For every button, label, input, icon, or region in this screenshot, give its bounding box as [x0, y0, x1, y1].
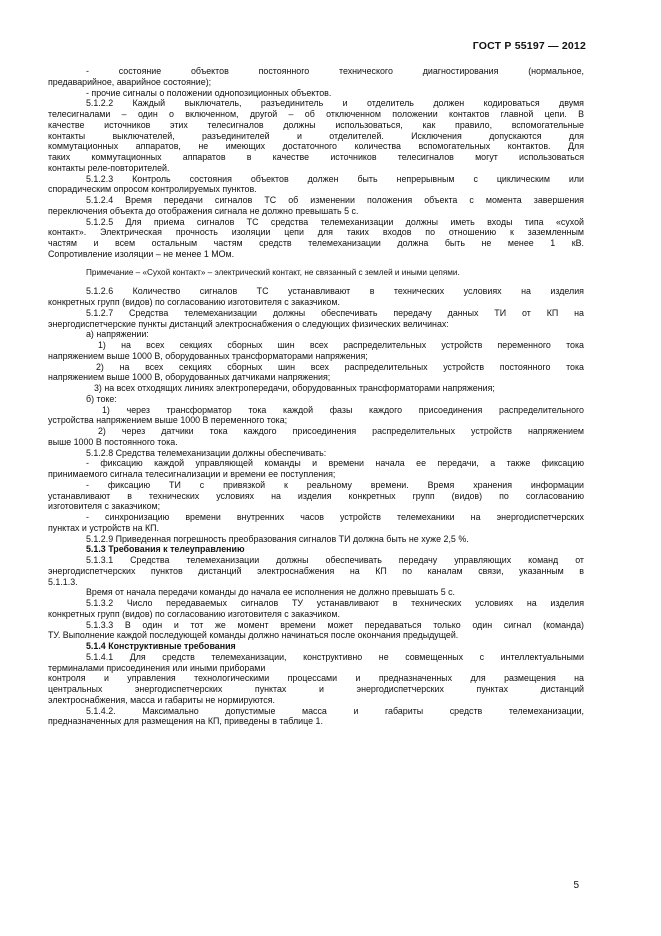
body-line: 5.1.2.9 Приведенная погрешность преобразования сигналов ТИ должна быть не хуже 2,5 %.: [86, 533, 469, 544]
body-line: центральных энергодиспетчерских пунктах и энергодиспетчерских пунктах дистанций: [48, 684, 584, 694]
body-line: переключения объекта до отображения сигнала не должно превышать 5 с.: [48, 205, 359, 216]
section-heading: 5.1.3 Требования к телеуправлению: [86, 544, 245, 555]
body-line: изготовителя с заказчиком;: [48, 501, 161, 512]
body-line: б) токе:: [86, 393, 117, 404]
body-line: контакты выключателей, разъединителей и отделителей. Исключения допускаются для: [48, 130, 584, 141]
body-line: 5.1.2.2 Каждый выключатель, разъединитель и отделитель должен кодироваться двумя: [86, 98, 584, 109]
body-line: частям и всем остальным частям средств телемеханизации должна быть не менее 1 кВ.: [48, 238, 584, 248]
body-line: устанавливают в технических условиях на изделия конкретных групп (видов) по согласованию: [48, 490, 584, 501]
body-line: 2) на всех секциях сборных шин всех распределительных устройств постоянного тока: [96, 361, 584, 372]
note-text: Примечание – «Сухой контакт» – электрический контакт, не связанный с землей и иными цепями.: [86, 267, 460, 277]
body-line: а) напряжении:: [86, 329, 149, 340]
body-line: конкретных групп (видов) по согласованию изготовителя с заказчиком.: [48, 608, 340, 619]
body-line: 5.1.2.7 Средства телемеханизации должны обеспечивать передачу данных ТИ от КП на: [86, 307, 584, 318]
body-line: 5.1.4.1 Для средств телемеханизации, конструктивно не совмещенных с интеллектуальными: [86, 651, 584, 662]
body-line: спорадическим опросом контролируемых пунктов.: [48, 184, 257, 195]
body-line: конкретных групп (видов) по согласованию изготовителя с заказчиком.: [48, 297, 340, 307]
body-line: 5.1.2.8 Средства телемеханизации должны обеспечивать:: [86, 447, 327, 458]
section-heading: 5.1.4 Конструктивные требования: [86, 641, 236, 651]
body-line: 5.1.3.1 Средства телемеханизации должны обеспечивать передачу управляющих команд от: [86, 555, 584, 565]
body-line: электроснабжения, масса и габариты не нормируются.: [48, 694, 275, 705]
body-line: телесигналами – один о включенном, другой – об отключенном положении контактов главной цепи. В: [48, 109, 584, 119]
body-line: контакт». Электрическая прочность изоляции цепи для таких входов по отношению к заземленным: [48, 227, 584, 238]
body-line: таких коммутационных аппаратов в качестве источников телесигналов могут использоваться: [48, 152, 584, 162]
body-line: выше 1000 В постоянного тока.: [48, 436, 178, 447]
body-line: - фиксацию каждой управляющей команды и времени начала ее передачи, а также фиксацию: [86, 458, 584, 469]
body-line: коммутационных аппаратов, не имеющих достаточного количества вспомогательных контактов. Для: [48, 141, 584, 152]
body-line: терминалами присоединения или иными приборами: [48, 662, 266, 673]
body-line: 5.1.2.3 Контроль состояния объектов должен быть непрерывным с циклическим или: [86, 173, 584, 184]
body-line: контроля и управления технологическими процессами и предназначенных для размещения на: [48, 673, 584, 684]
body-line: контакты реле-повторителей.: [48, 162, 170, 173]
document-code: ГОСТ Р 55197 — 2012: [472, 40, 586, 52]
body-line: напряжением выше 1000 В, оборудованных трансформаторами напряжения;: [48, 350, 368, 361]
body-line: 3) на всех отходящих линиях электропередачи, оборудованных трансформаторами напряжения;: [94, 383, 495, 393]
body-line: 5.1.2.4 Время передачи сигналов ТС об изменении положения объекта с момента завершения: [86, 195, 584, 205]
body-line: Время от начала передачи команды до начала ее исполнения не должно превышать 5 с.: [86, 587, 455, 598]
body-line: 5.1.3.3 В один и тот же момент времени может передаваться только один сигнал (команда): [86, 619, 584, 630]
body-line: 1) на всех секциях сборных шин всех распределительных устройств переменного тока: [98, 340, 584, 350]
document-body: [48, 66, 584, 727]
body-line: предаварийное, аварийное состояние);: [48, 76, 212, 87]
body-line: энергодиспетчерские пункты дистанций электроснабжения о следующих физических величинах:: [48, 318, 449, 329]
body-line: ТУ. Выполнение каждой последующей команды должно начинаться после окончания предыдущей.: [48, 630, 459, 641]
body-line: 5.1.1.3.: [48, 576, 78, 587]
body-line: качестве источников этих телесигналов должны использоваться, как правило, вспомогательные: [48, 119, 584, 130]
body-line: 5.1.2.6 Количество сигналов ТС устанавливают в технических условиях на изделия: [86, 286, 584, 297]
body-line: напряжением выше 1000 В, оборудованных датчиками напряжения;: [48, 372, 331, 383]
body-line: пунктах и устройств на КП.: [48, 522, 160, 533]
body-line: устройства напряжением выше 1000 В переменного тока;: [48, 415, 288, 426]
body-line: 5.1.3.2 Число передаваемых сигналов ТУ устанавливают в технических условиях на изделия: [86, 598, 584, 608]
body-line: 1) через трансформатор тока каждой фазы каждого присоединения распределительного: [102, 404, 584, 415]
body-line: предназначенных для размещения на КП, приведены в таблице 1.: [48, 716, 323, 727]
body-line: - состояние объектов постоянного технического диагностирования (нормальное,: [86, 66, 584, 76]
body-line: - синхронизацию времени внутренних часов устройств телемеханики на энергодиспетчерских: [86, 512, 584, 522]
body-line: - прочие сигналы о положении однопозиционных объектов.: [86, 87, 332, 98]
body-line: 5.1.2.5 Для приема сигналов ТС средства телемеханизации должны иметь входы типа «сухой: [86, 216, 584, 227]
page-number: 5: [573, 880, 579, 891]
body-line: принимаемого сигнала телесигнализации и времени ее поступления;: [48, 469, 336, 479]
body-line: 5.1.4.2. Максимально допустимые масса и габариты средств телемеханизации,: [86, 705, 584, 716]
body-line: - фиксацию ТИ с привязкой к реальному времени. Время хранения информации: [86, 479, 584, 490]
body-line: энергодиспетчерских пунктов дистанций электроснабжения на КП по каналам связи, указанным в: [48, 565, 584, 576]
body-line: 2) через датчики тока каждого присоединения распределительных устройств напряжением: [98, 426, 584, 436]
body-line: Сопротивление изоляции – не менее 1 МОм.: [48, 248, 235, 259]
